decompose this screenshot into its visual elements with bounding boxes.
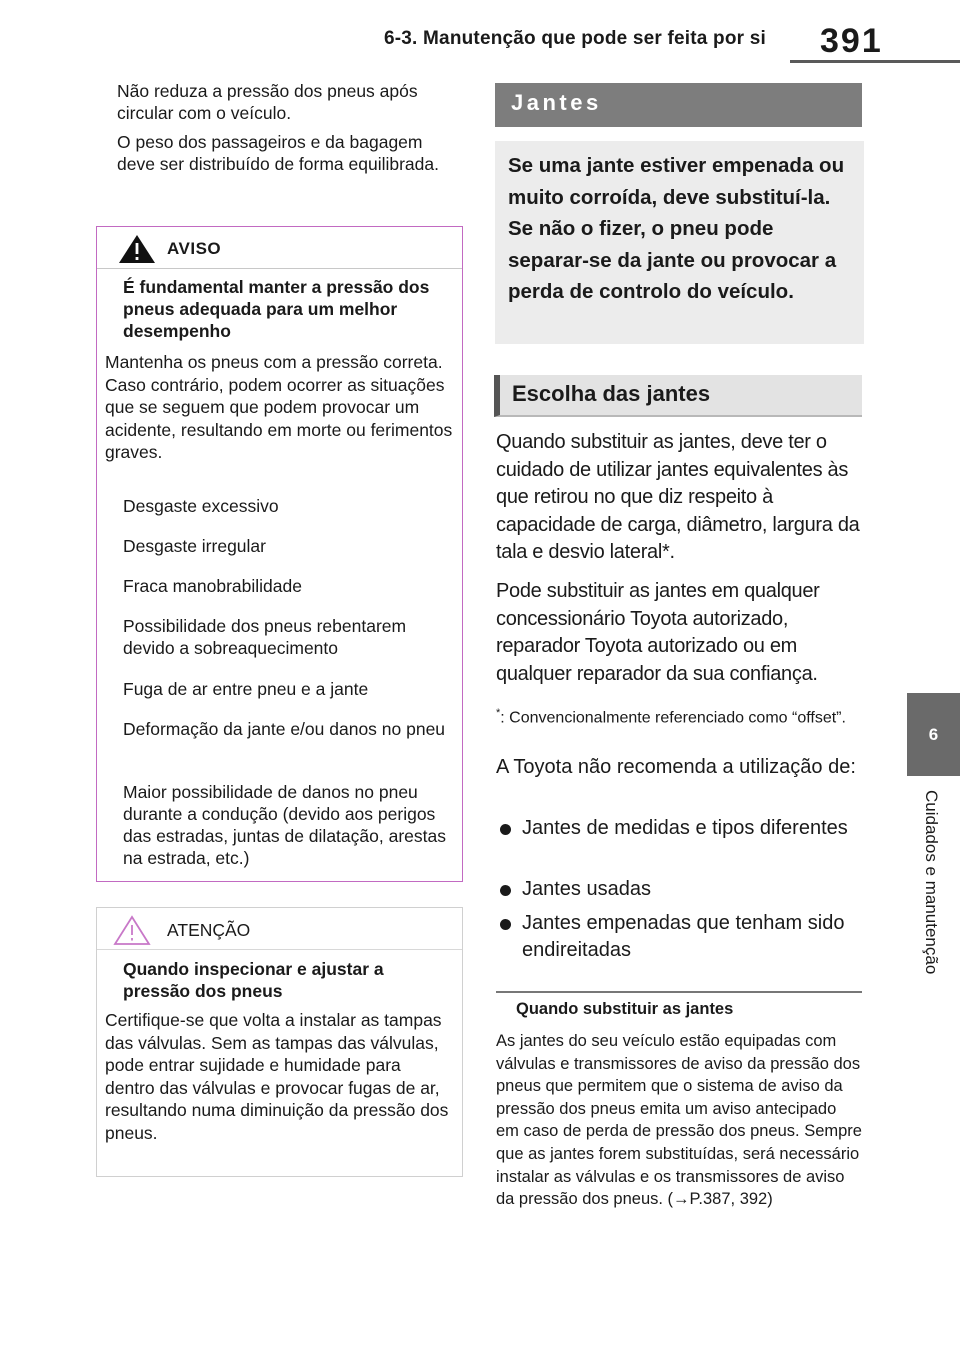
bullet-text: Jantes de medidas e tipos diferentes — [522, 817, 848, 839]
escolha-paragraph-1: Quando substituir as jantes, deve ter o cuidado de utilizar jantes equivalentes às que retirou no que diz respeito à capacidade de carga, diâmetro, largura da tala e desvio lateral*. — [496, 431, 860, 563]
replace-note-paragraph: As jantes do seu veículo estão equipadas com válvulas e transmissores de aviso da pressão dos pneus que permitem que o sistema de aviso da pressão dos pneus emita um aviso antecipado em caso de perda de pressão dos pneus. Sempre que as jantes forem substituídas, será necessário instalar as válvulas e os transmissores de aviso da pressão dos pneus. (→P.387, 392) — [496, 1032, 862, 1209]
bullet-text: Jantes empenadas que tenham sido endireitadas — [522, 912, 845, 961]
aviso-item: Fraca manobrabilidade — [123, 576, 302, 596]
atencao-subheading: Quando inspecionar e ajustar a pressão dos pneus — [123, 959, 384, 1001]
warning-filled-icon — [117, 233, 157, 265]
jantes-title: Jantes — [511, 90, 602, 115]
aviso-item: Desgaste irregular — [123, 536, 266, 556]
chapter-label — [905, 790, 960, 1030]
section-title: 6-3. Manutenção que pode ser feita por si — [384, 28, 766, 49]
aviso-item: Fuga de ar entre pneu e a jante — [123, 679, 369, 699]
replace-note-heading: Quando substituir as jantes — [516, 1000, 734, 1018]
chapter-label-text: Cuidados e manutenção — [922, 790, 941, 975]
aviso-box — [96, 226, 463, 882]
footnote-mark: * — [496, 707, 501, 719]
divider — [496, 991, 862, 993]
atencao-header — [97, 908, 462, 950]
bullet-item — [496, 876, 862, 904]
aviso-item: Possibilidade dos pneus rebentarem devido a sobreaquecimento — [123, 616, 407, 658]
callout-text: Se uma jante estiver empenada ou muito corroída, deve substituí-la. Se não o fizer, o pneu pode separar-se da jante ou provocar a perda de controlo do veículo. — [508, 154, 845, 303]
aviso-item: Deformação da jante e/ou danos no pneu — [123, 719, 446, 739]
escolha-title: Escolha das jantes — [512, 381, 711, 406]
escolha-paragraph-2: Pode substituir as jantes em qualquer concessionário Toyota autorizado, reparador Toyota autorizado ou em qualquer reparador da sua confiança. — [496, 580, 820, 685]
bullet-dot-icon — [500, 824, 511, 835]
chapter-number: 6 — [928, 724, 939, 744]
atencao-title: ATENÇÃO — [167, 920, 251, 940]
chapter-tab — [907, 693, 960, 776]
aviso-item: Maior possibilidade de danos no pneu durante a condução (devido aos perigos das estradas, juntas de dilatação, arestas na estrada, etc.) — [123, 782, 446, 868]
escolha-heading — [494, 375, 862, 417]
bullet-text: Jantes usadas — [522, 878, 651, 900]
recommendation-intro: A Toyota não recomenda a utilização de: — [496, 756, 856, 778]
warning-outline-icon — [113, 914, 151, 946]
aviso-header — [97, 227, 462, 269]
jantes-callout — [495, 141, 864, 344]
bullet-dot-icon — [500, 885, 511, 896]
aviso-title: AVISO — [167, 239, 222, 258]
footnote — [496, 702, 856, 729]
footnote-text: : Convencionalmente referenciado como “offset”. — [500, 709, 846, 727]
header-rule — [790, 60, 960, 63]
aviso-paragraph: Mantenha os pneus com a pressão correta. Caso contrário, podem ocorrer as situações que se seguem que podem provocar um acidente, resultando em morte ou ferimentos graves. — [105, 352, 453, 462]
bullet-item — [496, 910, 862, 966]
intro-item: Não reduza a pressão dos pneus após circular com o veículo. — [117, 81, 418, 123]
intro-item: O peso dos passageiros e da bagagem deve ser distribuído de forma equilibrada. — [117, 132, 439, 174]
aviso-item: Desgaste excessivo — [123, 496, 279, 516]
atencao-paragraph: Certifique-se que volta a instalar as tampas das válvulas. Sem as tampas das válvulas, pode entrar sujidade e humidade para dentro das válvulas e provocar fugas de ar, resultando numa diminuição da pressão dos pneus. — [105, 1010, 449, 1143]
bullet-item — [496, 815, 862, 871]
page-number: 391 — [820, 22, 883, 60]
aviso-subheading: É fundamental manter a pressão dos pneus adequada para um melhor desempenho — [123, 277, 430, 341]
jantes-heading — [495, 83, 862, 127]
atencao-box — [96, 907, 463, 1177]
bullet-dot-icon — [500, 919, 511, 930]
